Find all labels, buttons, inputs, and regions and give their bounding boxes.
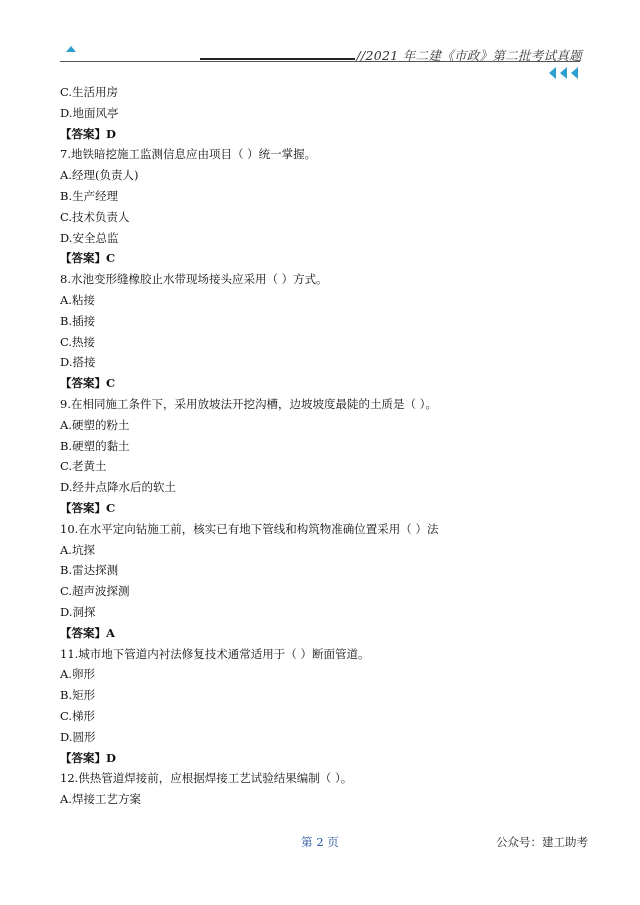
option-line: C.梯形 [60,708,96,723]
option-line: D.搭接 [60,355,96,370]
option-line: B.硬塑的黏土 [60,438,130,453]
answer-line: 【答案】C [60,376,116,391]
question-line: 9.在相同施工条件下，采用放坡法开挖沟槽，边坡坡度最陡的土质是（ ）。 [60,396,437,411]
question-line: 12.供热管道焊接前，应根据焊接工艺试验结果编制（ ）。 [60,771,353,786]
option-line: A.粘接 [60,292,95,307]
answer-line: 【答案】C [60,500,116,515]
question-line: 8.水池变形缝橡胶止水带现场接头应采用（ ）方式。 [60,272,328,287]
question-line: 11.城市地下管道内衬法修复技术通常适用于（ ）断面管道。 [60,646,370,661]
option-line: B.雷达探测 [60,563,119,578]
option-line: C.老黄土 [60,459,107,474]
option-line: B.生产经理 [60,188,119,203]
page-number: 第 2 页 [301,835,339,849]
option-line: A.焊接工艺方案 [60,792,141,807]
option-line: C.生活用房 [60,85,119,99]
option-line: A.卵形 [60,667,95,682]
option-line: D.圆形 [60,729,96,744]
option-line: C.超声波探测 [60,584,130,599]
option-line: D.经井点降水后的软土 [60,480,176,495]
answer-line: 【答案】C [60,251,116,266]
exam-content [60,82,580,810]
option-line: B.插接 [60,313,96,328]
option-line: A.经理(负责人) [60,168,139,183]
answer-line: 【答案】D [60,750,116,765]
header-title: //2021 年二建《市政》第二批考试真题 [356,48,582,63]
header-rule-accent [200,58,355,60]
option-line: A.坑探 [60,542,95,557]
option-line: C.热接 [60,334,96,349]
answer-line: 【答案】D [60,126,116,141]
footer-account: 公众号：建工助考 [496,835,588,849]
option-line: D.地面风亭 [60,105,119,120]
option-line: A.硬塑的粉土 [60,417,130,432]
option-line: B.矩形 [60,688,96,703]
triangle-up-icon [66,46,76,52]
option-line: D.洞探 [60,604,96,619]
option-line: C.技术负责人 [60,209,130,224]
question-line: 10.在水平定向钻施工前，核实已有地下管线和构筑物准确位置采用（ ）法 [60,521,439,536]
question-line: 7.地铁暗挖施工监测信息应由项目（ ）统一掌握。 [60,147,317,162]
triple-arrow-left-icon [548,66,580,80]
option-line: D.安全总监 [60,230,119,245]
answer-line: 【答案】A [60,625,115,640]
